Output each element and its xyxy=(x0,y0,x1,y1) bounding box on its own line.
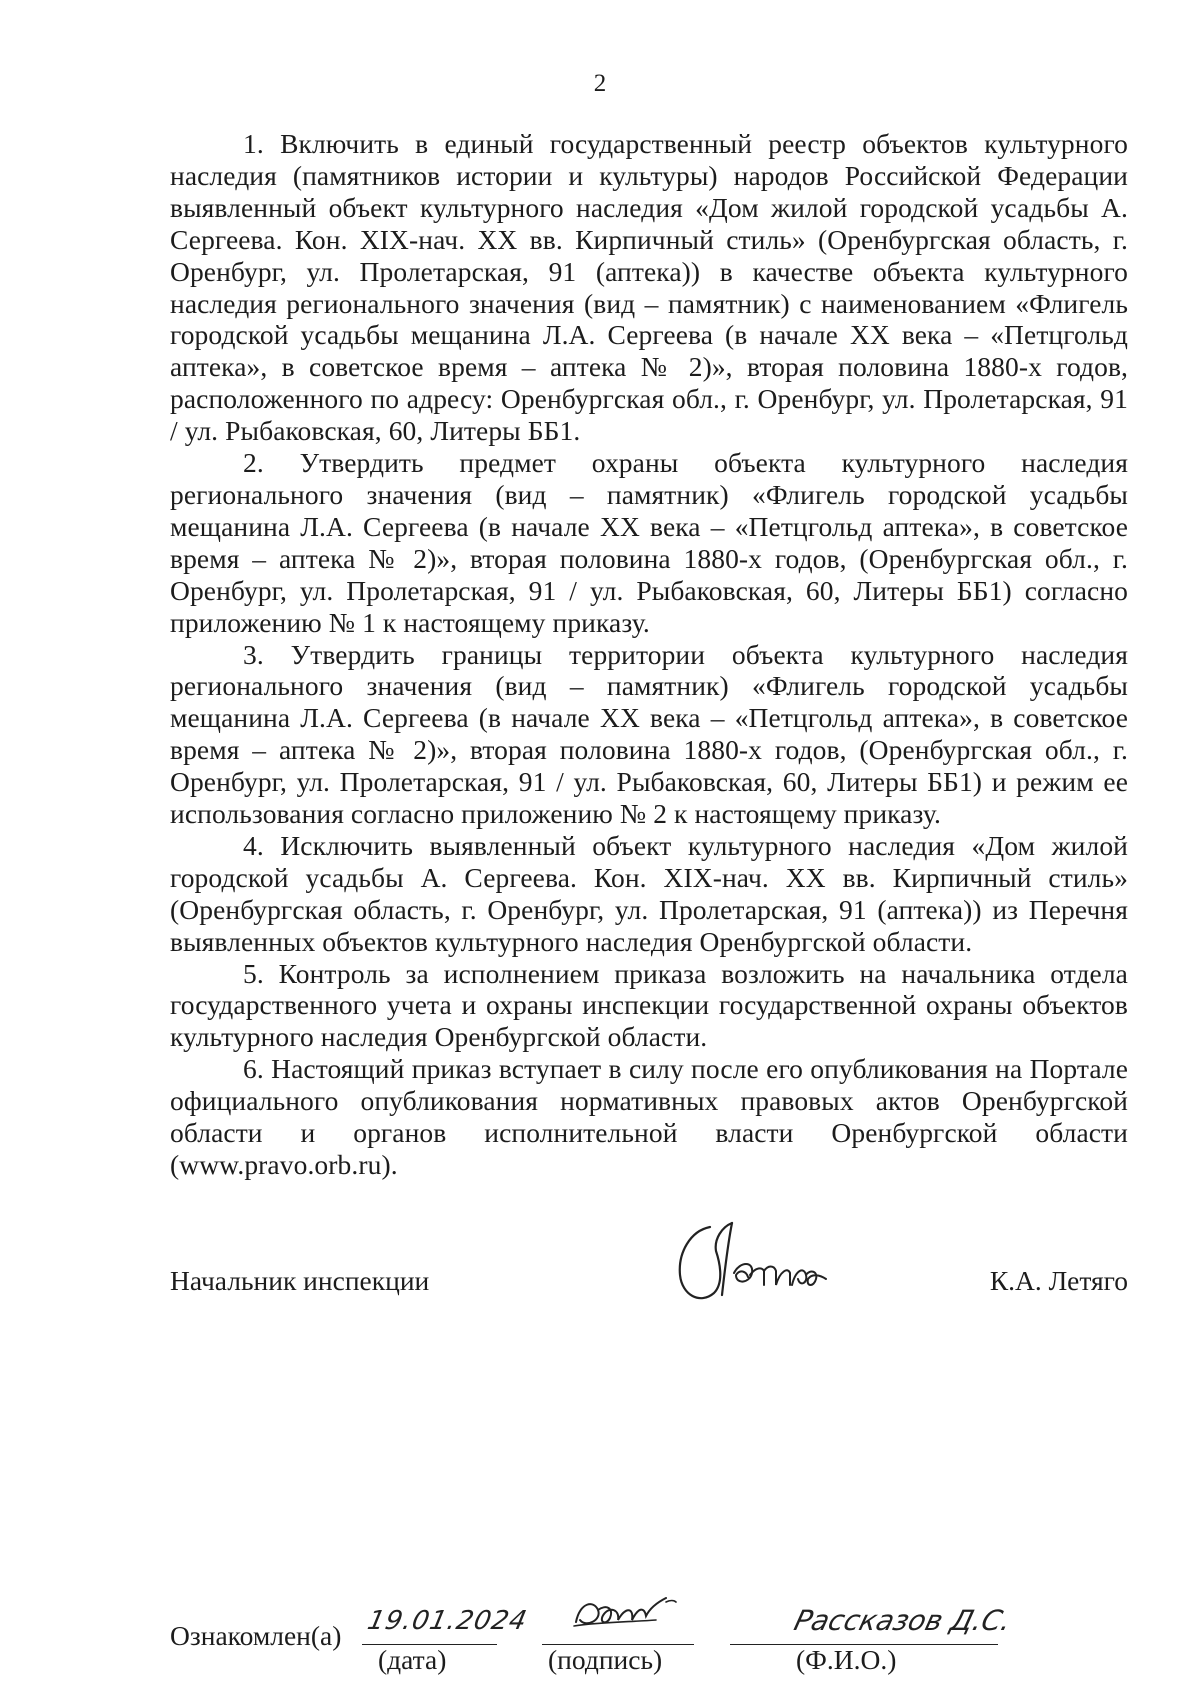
paragraph-5: 5. Контроль за исполнением приказа возложить на начальника отдела государственного учета и охраны инспекции государственной охраны объектов культурного наследия Оренбургской области. xyxy=(170,957,1128,1053)
handwritten-signature xyxy=(670,1213,860,1313)
document-body xyxy=(170,128,1128,1181)
paragraph-2: 2. Утвердить предмет охраны объекта культурного наследия регионального значения (вид – памятник) «Флигель городской усадьбы мещанина Л.А. Сергеева (в начале XX века – «Петцгольд аптека», в советское время – аптека № 2)», вторая половина 1880-х годов, (Оренбургская обл., г. Оренбург, ул. Пролетарская, 91 / ул. Рыбаковская, 60, Литеры ББ1) согласно приложению № 1 к настоящему приказу. xyxy=(170,447,1128,638)
paragraph-3: 3. Утвердить границы территории объекта культурного наследия регионального значения (вид – памятник) «Флигель городской усадьбы мещанина Л.А. Сергеева (в начале XX века – «Петцгольд аптека», в советское время – аптека № 2)», вторая половина 1880-х годов, (Оренбургская обл., г. Оренбург, ул. Пролетарская, 91 / ул. Рыбаковская, 60, Литеры ББ1) и режим ее использования согласно приложению № 2 к настоящему приказу. xyxy=(170,638,1128,830)
signature-caption: (подпись) xyxy=(548,1644,663,1675)
acknowledgement-block xyxy=(170,1604,1128,1700)
page-number: 2 xyxy=(593,70,607,97)
date-caption: (дата) xyxy=(378,1644,447,1675)
acknowledgement-label: Ознакомлен(а) xyxy=(170,1620,342,1651)
signature-block xyxy=(170,1255,1128,1315)
signer-name: К.А. Летяго xyxy=(989,1265,1128,1296)
acknowledgement-fio: Рассказов Д.С. xyxy=(790,1604,1015,1637)
fio-caption: (Ф.И.О.) xyxy=(796,1644,897,1675)
signer-position: Начальник инспекции xyxy=(170,1265,430,1296)
acknowledgement-signature xyxy=(570,1592,680,1636)
paragraph-4: 4. Исключить выявленный объект культурного наследия «Дом жилой городской усадьбы А. Сергеева. Кон. XIX-нач. XX вв. Кирпичный стиль» (Оренбургская область, г. Оренбург, ул. Пролетарская, 91 (аптека)) из Перечня выявленных объектов культурного наследия Оренбургской области. xyxy=(170,829,1128,957)
acknowledgement-date: 19.01.2024 xyxy=(364,1606,531,1636)
paragraph-1: 1. Включить в единый государственный реестр объектов культурного наследия (памятников истории и культуры) народов Российской Федерации выявленный объект культурного наследия «Дом жилой городской усадьбы А. Сергеева. Кон. XIX-нач. XX вв. Кирпичный стиль» (Оренбургская область, г. Оренбург, ул. Пролетарская, 91 (аптека)) в качестве объекта культурного наследия регионального значения (вид – памятник) с наименованием «Флигель городской усадьбы мещанина Л.А. Сергеева (в начале XX века – «Петцгольд аптека», в советское время – аптека № 2)», вторая половина 1880-х годов, расположенного по адресу: Оренбургская обл., г. Оренбург, ул. Пролетарская, 91 / ул. Рыбаковская, 60, Литеры ББ1. xyxy=(170,128,1128,447)
paragraph-6: 6. Настоящий приказ вступает в силу после его опубликования на Портале официального опубликования нормативных правовых актов Оренбургской области и органов исполнительной власти Оренбургской области (www.pravo.orb.ru). xyxy=(170,1053,1128,1180)
